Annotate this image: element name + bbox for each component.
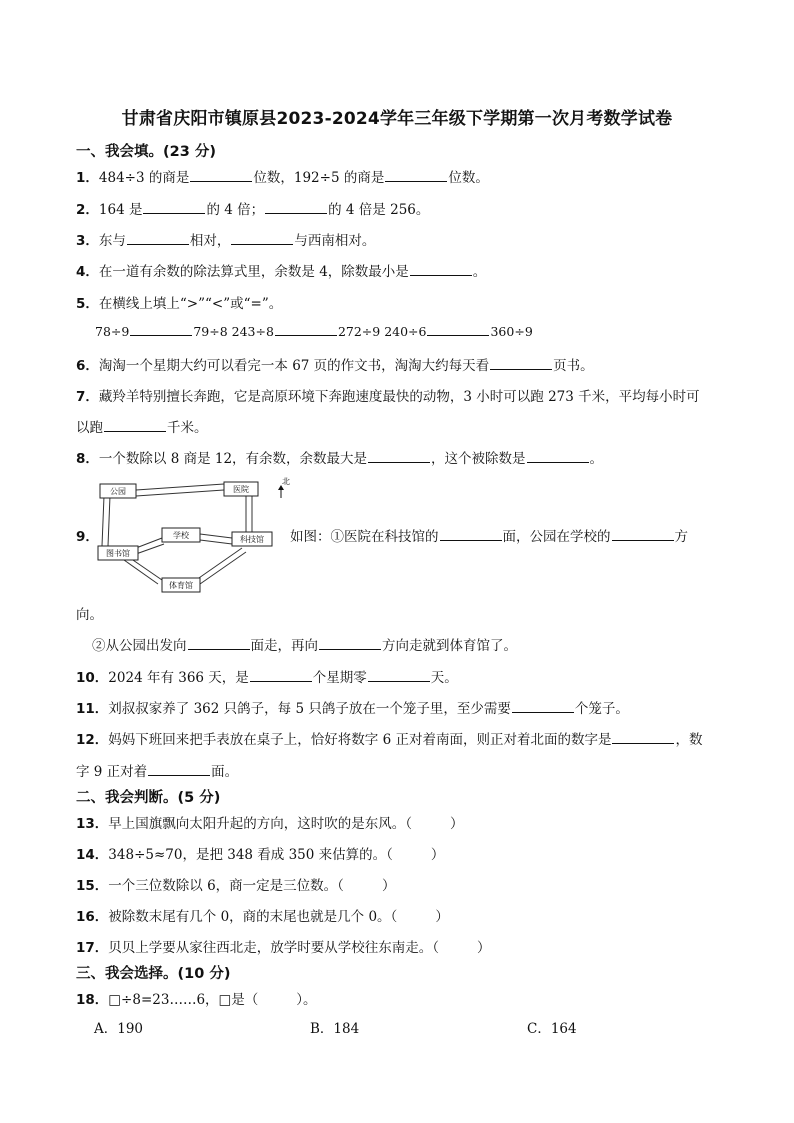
question-text: 个星期零 (312, 670, 367, 686)
question-number: 6． (76, 358, 99, 374)
question-9 (290, 525, 688, 545)
question-text: 164 是 (98, 202, 143, 218)
question-text: 的 4 倍是 256。 (328, 202, 430, 218)
answer-blank[interactable] (319, 637, 381, 650)
question-text: 79÷8 243÷8 (193, 324, 274, 339)
answer-blank[interactable] (410, 263, 472, 276)
question-number: 12． (76, 732, 109, 748)
question-text: 被除数末尾有几个 0，商的末尾也就是几个 0。（ (108, 909, 398, 925)
question-text: 淘淘一个星期大约可以看完一本 67 页的作文书，淘淘大约每天看 (98, 358, 490, 374)
question-number: 15． (76, 878, 109, 894)
answer-blank[interactable] (190, 169, 252, 182)
question-number: 18． (76, 992, 109, 1008)
answer-blank[interactable] (440, 528, 502, 541)
question-number: 11． (76, 701, 109, 717)
question-13 (76, 812, 464, 832)
question-number: 10． (76, 670, 109, 686)
question-text: ，数 (675, 732, 703, 748)
question-text: ）。 (296, 992, 317, 1008)
question-text: 。 (472, 264, 487, 280)
question-text: 方向走就到体育馆了。 (382, 638, 517, 654)
answer-blank[interactable] (385, 169, 447, 182)
question-text: 2024 年有 366 天，是 (108, 670, 249, 686)
question-number: 5． (76, 296, 99, 312)
question-text: 藏羚羊特别擅长奔跑，它是高原环境下奔跑速度最快的动物，3 小时可以跑 273 千米，平均每小时可 (98, 389, 700, 405)
question-10 (76, 666, 458, 686)
option-a[interactable]: A．190 (94, 1021, 144, 1037)
question-9-part-2 (92, 634, 517, 654)
question-text: 早上国旗飘向太阳升起的方向，这时吹的是东风。（ (108, 816, 413, 832)
question-text: 个笼子。 (574, 701, 629, 717)
question-5 (76, 292, 282, 312)
question-text: 方 (674, 529, 688, 545)
question-number: 9． (76, 529, 99, 545)
question-text: 面，公园在学校的 (502, 529, 611, 545)
question-text: 一个数除以 8 商是 12，有余数，余数最大是 (98, 451, 368, 467)
question-text: 以跑 (76, 420, 103, 436)
question-text: 位数，192÷5 的商是 (253, 170, 385, 186)
answer-blank[interactable] (512, 700, 574, 713)
question-text: 360÷9 (490, 324, 533, 339)
question-text: 面走，再向 (250, 638, 318, 654)
question-number: 2． (76, 202, 99, 218)
question-text: 。 (589, 451, 604, 467)
question-text: ） (381, 878, 396, 894)
question-text: 妈妈下班回来把手表放在桌子上，恰好将数字 6 正对着南面，则正对着北面的数字是 (108, 732, 612, 748)
answer-blank[interactable] (612, 731, 674, 744)
question-17 (76, 936, 491, 956)
question-text: 东与 (98, 233, 126, 249)
question-text: 字 9 正对着 (76, 764, 148, 780)
question-18 (76, 988, 317, 1008)
question-text: 向。 (76, 607, 103, 623)
section-judgement: 二、我会判断。(5 分) (76, 790, 221, 806)
question-text: 348÷5≈70，是把 348 看成 350 来估算的。（ (108, 847, 393, 863)
library-label: 图书馆 (106, 549, 130, 558)
question-number: 17． (76, 940, 109, 956)
question-16 (76, 905, 449, 925)
question-text: 页书。 (553, 358, 594, 374)
question-text: ） (430, 847, 445, 863)
question-text: 天。 (430, 670, 458, 686)
answer-blank[interactable] (250, 669, 312, 682)
question-text: □÷8=23……6，□是（ (108, 992, 259, 1008)
question-4 (76, 260, 486, 280)
question-text: 在一道有余数的除法算式里，余数是 4，除数最小是 (98, 264, 409, 280)
answer-blank[interactable] (143, 201, 205, 214)
school-label: 学校 (173, 531, 189, 540)
question-number: 4． (76, 264, 99, 280)
question-number: 8． (76, 451, 99, 467)
question-text: 272÷9 240÷6 (337, 324, 427, 339)
answer-blank[interactable] (427, 323, 489, 336)
question-text: 贝贝上学要从家往西北走，放学时要从学校往东南走。（ (108, 940, 440, 956)
question-12 (76, 728, 702, 748)
north-arrow-icon (278, 485, 284, 498)
question-text: 在横线上填上“>”“<”或“=”。 (98, 296, 283, 312)
question-3 (76, 229, 375, 249)
question-9-continued (76, 603, 103, 623)
answer-blank[interactable] (612, 528, 674, 541)
question-text: 的 4 倍； (206, 202, 265, 218)
gym-label: 体育馆 (169, 581, 193, 590)
hospital-label: 医院 (233, 485, 249, 494)
question-number: 7． (76, 389, 99, 405)
question-text: 与西南相对。 (294, 233, 376, 249)
question-text: 面。 (211, 764, 239, 780)
question-text: ） (477, 940, 491, 956)
question-text: ） (435, 909, 449, 925)
option-c[interactable]: C．164 (527, 1021, 577, 1037)
question-7-continued (76, 416, 208, 436)
answer-blank[interactable] (148, 763, 210, 776)
question-7 (76, 385, 700, 405)
answer-blank[interactable] (368, 450, 430, 463)
question-text: 千米。 (167, 420, 208, 436)
question-5-items (95, 323, 533, 339)
question-15 (76, 874, 395, 894)
answer-blank[interactable] (368, 669, 430, 682)
question-text: ，这个被除数是 (431, 451, 526, 467)
option-b[interactable]: B．184 (310, 1021, 360, 1037)
answer-blank[interactable] (127, 232, 189, 245)
answer-blank[interactable] (275, 323, 337, 336)
question-2 (76, 198, 429, 218)
answer-blank[interactable] (527, 450, 589, 463)
answer-blank[interactable] (231, 232, 293, 245)
answer-blank[interactable] (265, 201, 327, 214)
answer-blank[interactable] (104, 419, 166, 432)
section-fill-in: 一、我会填。(23 分) (76, 144, 216, 160)
location-map-figure (96, 476, 292, 594)
question-14 (76, 843, 444, 863)
question-6 (76, 354, 594, 374)
question-text: 相对， (189, 233, 231, 249)
question-number: 1． (76, 170, 99, 186)
question-text: 如图：①医院在科技馆的 (290, 529, 439, 545)
question-8 (76, 447, 603, 467)
question-number: 14． (76, 847, 109, 863)
question-text: 一个三位数除以 6，商一定是三位数。（ (108, 878, 344, 894)
question-text: 刘叔叔家养了 362 只鸽子，每 5 只鸽子放在一个笼子里，至少需要 (108, 701, 511, 717)
question-text: ） (450, 816, 464, 832)
question-text: 78÷9 (95, 324, 130, 339)
answer-blank[interactable] (130, 323, 192, 336)
question-text: ②从公园出发向 (92, 638, 187, 654)
question-11 (76, 697, 629, 717)
question-number: 3． (76, 233, 99, 249)
question-number: 13． (76, 816, 109, 832)
question-9-number (76, 525, 99, 545)
north-label: 北 (282, 477, 290, 486)
answer-blank[interactable] (188, 637, 250, 650)
section-choice: 三、我会选择。(10 分) (76, 966, 231, 982)
question-number: 16． (76, 909, 109, 925)
question-text: 484÷3 的商是 (98, 170, 190, 186)
question-text: 位数。 (448, 170, 489, 186)
answer-blank[interactable] (490, 357, 552, 370)
science-label: 科技馆 (240, 535, 264, 544)
question-12-continued (76, 760, 238, 780)
exam-title: 甘肃省庆阳市镇原县2023-2024学年三年级下学期第一次月考数学试卷 (121, 109, 673, 129)
question-1 (76, 166, 489, 186)
park-label: 公园 (110, 487, 126, 496)
